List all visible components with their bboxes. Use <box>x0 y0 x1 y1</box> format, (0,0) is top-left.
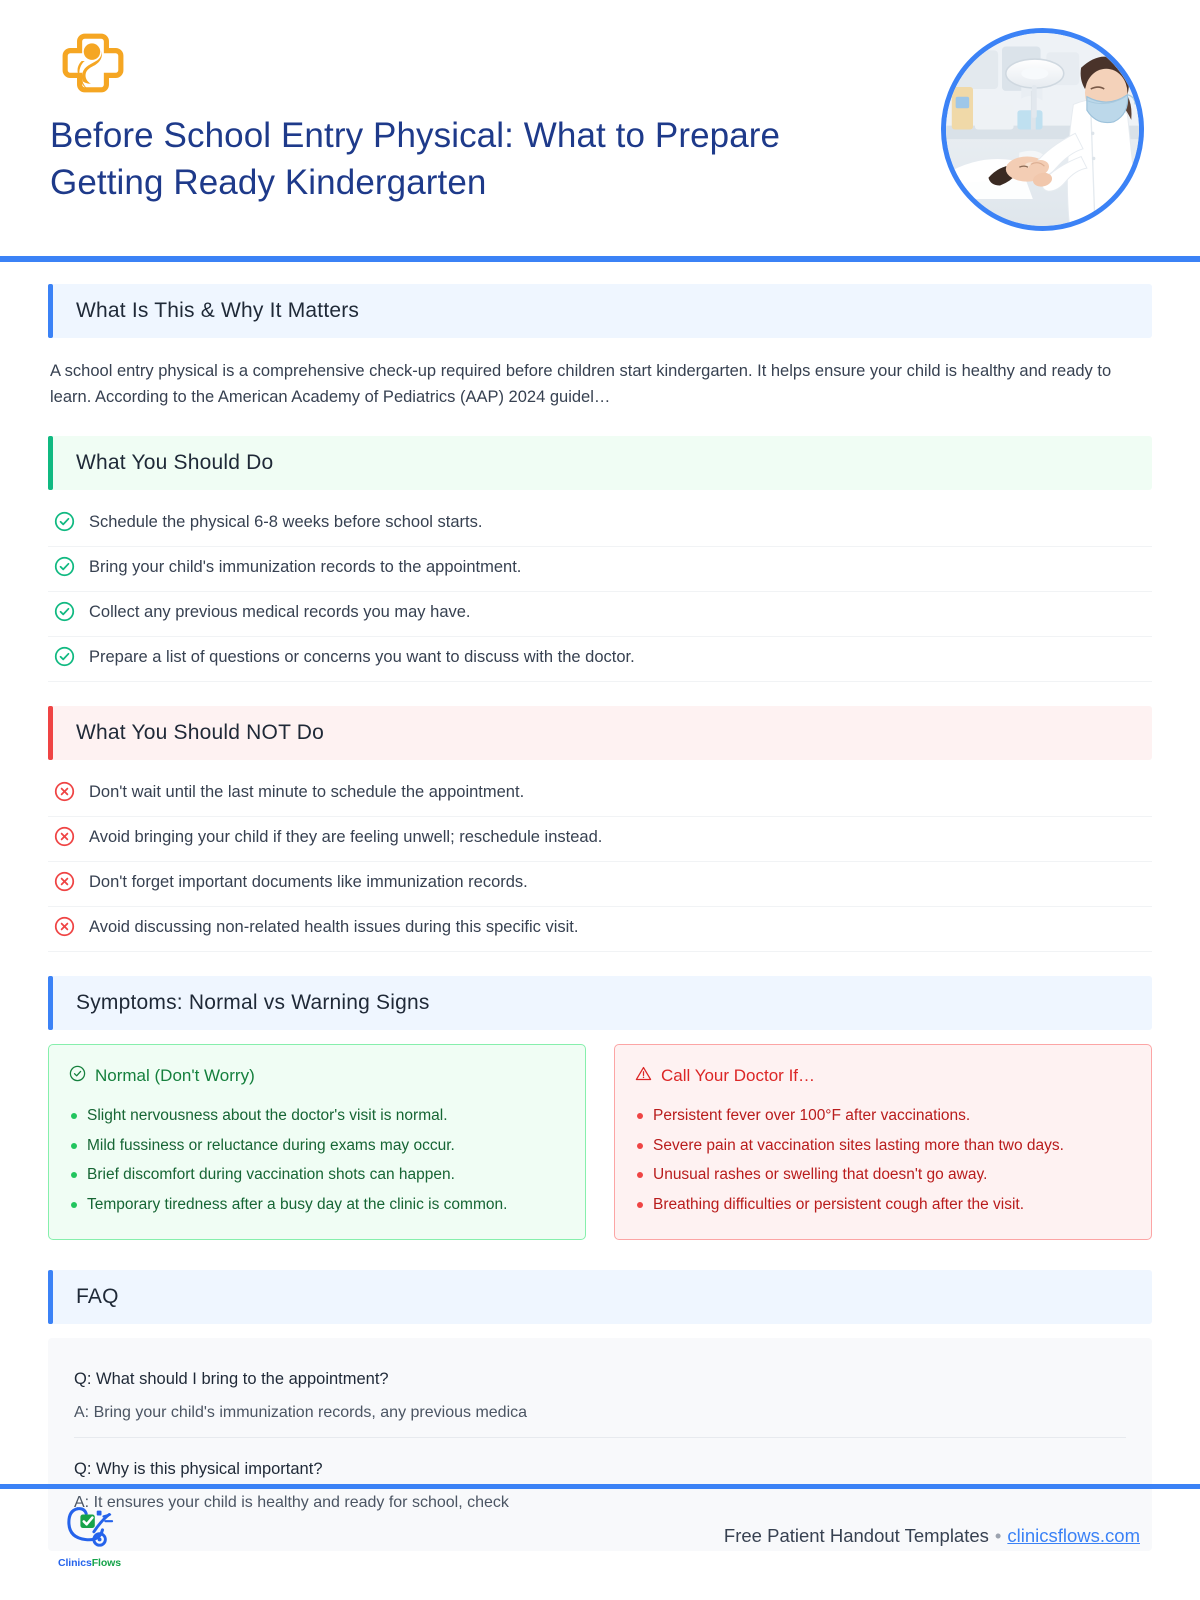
faq-answer: A: Bring your child's immunization records, any previous medica <box>74 1404 528 1421</box>
faq-answer: A: It ensures your child is healthy and ready for school, check <box>74 1494 509 1511</box>
faq-question: Q: What should I bring to the appointment? <box>74 1370 389 1388</box>
clinicsflows-wordmark <box>58 1557 121 1569</box>
list-item-text: Prepare a list of questions or concerns you want to discuss with the doctor. <box>89 648 635 666</box>
wordmark-clinics: Clinics <box>58 1557 92 1569</box>
footer-website-link[interactable]: clinicsflows.com <box>1007 1525 1140 1546</box>
faq-question: Q: Why is this physical important? <box>74 1460 323 1478</box>
section-title-should-not-do: What You Should NOT Do <box>76 721 324 744</box>
list-item: Breathing difficulties or persistent cough after the visit. <box>635 1190 1129 1220</box>
list-item: Severe pain at vaccination sites lasting more than two days. <box>635 1131 1129 1161</box>
section-header-should-do <box>48 436 1152 490</box>
section-header-symptoms <box>48 976 1152 1030</box>
list-item: Persistent fever over 100°F after vaccinations. <box>635 1101 1129 1131</box>
section-title-should-do: What You Should Do <box>76 451 274 474</box>
section-header-faq <box>48 1270 1152 1324</box>
list-item: Mild fussiness or reluctance during exams may occur. <box>69 1131 563 1161</box>
list-item: Unusual rashes or swelling that doesn't go away. <box>635 1160 1129 1190</box>
hero-photo <box>941 28 1144 231</box>
should-do-list <box>48 502 1152 682</box>
warning-symptoms-list <box>635 1101 1129 1219</box>
x-circle-icon <box>54 781 75 807</box>
check-circle-icon <box>54 601 75 627</box>
clinicsflows-stethoscope-icon <box>65 1503 115 1556</box>
list-item <box>48 772 1152 817</box>
list-item <box>48 862 1152 907</box>
section-title-overview: What Is This & Why It Matters <box>76 299 360 322</box>
normal-symptoms-box <box>48 1044 586 1240</box>
document-footer <box>0 1484 1200 1600</box>
warning-symptoms-box <box>614 1044 1152 1240</box>
faq-entry <box>74 1360 1126 1437</box>
list-item-text: Schedule the physical 6-8 weeks before school starts. <box>89 513 483 531</box>
check-circle-icon <box>54 556 75 582</box>
list-item-text: Bring your child's immunization records to the appointment. <box>89 558 522 576</box>
page-title <box>48 112 888 206</box>
page-title-line-1: Before School Entry Physical: What to Prepare <box>50 116 781 155</box>
list-item <box>48 907 1152 952</box>
page-title-line-2: Getting Ready Kindergarten <box>50 163 487 202</box>
normal-symptoms-header <box>69 1065 563 1087</box>
list-item-text: Avoid bringing your child if they are feeling unwell; reschedule instead. <box>89 828 603 846</box>
list-item-text: Avoid discussing non-related health issues during this specific visit. <box>89 918 579 936</box>
list-item: Brief discomfort during vaccination shots can happen. <box>69 1160 563 1190</box>
list-item: Slight nervousness about the doctor's visit is normal. <box>69 1101 563 1131</box>
symptoms-comparison <box>48 1044 1152 1240</box>
section-accent-bar <box>48 284 53 338</box>
x-circle-icon <box>54 871 75 897</box>
should-not-do-list <box>48 772 1152 952</box>
section-title-symptoms: Symptoms: Normal vs Warning Signs <box>76 991 430 1014</box>
footer-tagline <box>724 1525 1152 1547</box>
x-circle-icon <box>54 826 75 852</box>
footer-tagline-text: Free Patient Handout Templates <box>723 1525 989 1546</box>
section-accent-bar <box>48 1270 53 1324</box>
normal-symptoms-list <box>69 1101 563 1219</box>
warning-symptoms-header <box>635 1065 1129 1087</box>
footer-separator: • <box>994 1525 1002 1546</box>
section-header-overview <box>48 284 1152 338</box>
list-item-text: Don't forget important documents like immunization records. <box>89 873 528 891</box>
section-accent-bar <box>48 436 53 490</box>
list-item <box>48 547 1152 592</box>
check-circle-icon <box>54 511 75 537</box>
wordmark-flows: Flows <box>91 1557 121 1569</box>
document-header <box>0 0 1200 262</box>
normal-symptoms-title: Normal (Don't Worry) <box>95 1066 255 1085</box>
list-item-text: Don't wait until the last minute to schedule the appointment. <box>89 783 525 801</box>
warning-triangle-icon <box>635 1065 652 1087</box>
medical-cross-child-icon <box>60 30 126 96</box>
section-accent-bar <box>48 706 53 760</box>
section-header-should-not-do <box>48 706 1152 760</box>
list-item <box>48 817 1152 862</box>
header-divider <box>0 256 1200 262</box>
list-item <box>48 502 1152 547</box>
x-circle-icon <box>54 916 75 942</box>
check-circle-icon <box>54 646 75 672</box>
list-item <box>48 637 1152 682</box>
clinicsflows-logo <box>58 1503 121 1569</box>
warning-symptoms-title: Call Your Doctor If… <box>661 1066 816 1085</box>
document-body <box>0 262 1200 1551</box>
section-accent-bar <box>48 976 53 1030</box>
overview-body-text: A school entry physical is a comprehensive check-up required before children start kindergarten. It helps ensure your child is healthy and ready to learn. According to the American Academy of Pediatrics (AAP) 2024 guidel… <box>50 362 1112 406</box>
list-item: Temporary tiredness after a busy day at the clinic is common. <box>69 1190 563 1220</box>
section-title-faq: FAQ <box>76 1285 119 1308</box>
list-item <box>48 592 1152 637</box>
check-circle-icon <box>69 1065 86 1087</box>
list-item-text: Collect any previous medical records you may have. <box>89 603 471 621</box>
